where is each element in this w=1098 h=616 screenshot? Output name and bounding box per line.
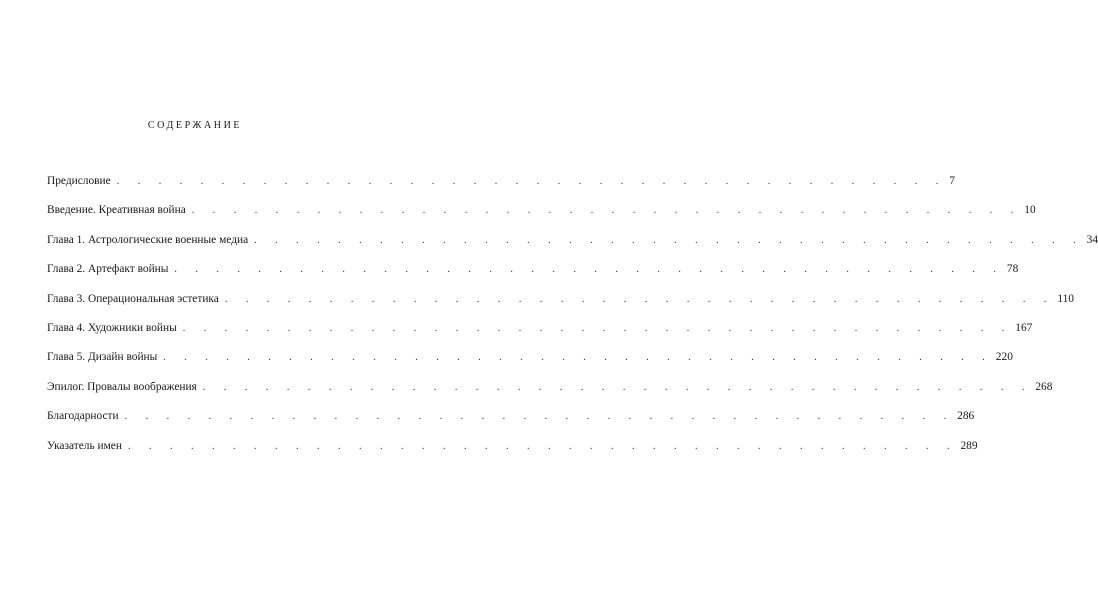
toc-page-number: 167	[1015, 321, 1033, 334]
toc-dot-leader: . . . . . . . . . . . . . . . . . . . . . . . . . . . . . . . . . . . . . . . .	[202, 381, 1033, 393]
toc-dot-leader: . . . . . . . . . . . . . . . . . . . . . . . . . . . . . . . . . . . . . . . .	[174, 264, 1004, 276]
toc-entry-title: Указатель имен	[47, 439, 122, 452]
toc-heading	[0, 117, 390, 133]
toc-dot-leader: . . . . . . . . . . . . . . . . . . . . . . . . . . . . . . . . . . . . . . . .	[182, 322, 1013, 334]
toc-entry	[47, 409, 975, 438]
toc-entry	[47, 233, 1098, 262]
toc-entry-title: Эпилог. Провалы воображения	[47, 380, 197, 393]
toc-page-number: 7	[949, 175, 955, 187]
toc-dot-leader: . . . . . . . . . . . . . . . . . . . . . . . . . . . . . . . . . . . . . . . .	[127, 440, 958, 452]
toc-entry	[47, 321, 1033, 350]
toc-page-number: 10	[1024, 204, 1036, 217]
toc-entry-title: Введение. Креативная война	[47, 204, 186, 217]
toc-entry-title: Глава 5. Дизайн войны	[47, 351, 158, 364]
toc-entry-title: Благодарности	[47, 410, 119, 423]
toc-page-number: 286	[957, 410, 975, 423]
toc-page-number: 78	[1006, 263, 1019, 276]
toc-entry	[47, 203, 1036, 232]
toc-entry-title: Глава 2. Артефакт войны	[47, 263, 169, 276]
toc-entry	[47, 174, 955, 203]
toc-dot-leader: . . . . . . . . . . . . . . . . . . . . . . . . . . . . . . . . . . . . . . . .	[124, 411, 955, 423]
toc-page-number: 289	[960, 439, 978, 452]
toc-entry-title: Предисловие	[47, 175, 111, 187]
toc-entry	[47, 350, 1013, 379]
toc-dot-leader: . . . . . . . . . . . . . . . . . . . . . . . . . . . . . . . . . . . . . . . .	[191, 205, 1022, 217]
toc-entry	[47, 292, 1075, 321]
toc-dot-leader: . . . . . . . . . . . . . . . . . . . . . . . . . . . . . . . . . . . . . . . .	[116, 176, 947, 187]
toc-entry-title: Глава 4. Художники войны	[47, 321, 177, 334]
toc-page-number: 268	[1035, 380, 1053, 393]
toc-entry	[47, 380, 1053, 409]
toc-heading-text: содержание	[147, 117, 243, 132]
toc-page-number: 110	[1057, 292, 1075, 305]
toc-entry	[47, 439, 978, 468]
toc-dot-leader: . . . . . . . . . . . . . . . . . . . . . . . . . . . . . . . . . . . . . . . .	[254, 234, 1084, 246]
toc-page-number: 220	[995, 351, 1013, 364]
toc-list	[47, 174, 1098, 468]
toc-entry	[47, 262, 1019, 291]
toc-entry-title: Глава 3. Операциональная эстетика	[47, 292, 219, 305]
toc-dot-leader: . . . . . . . . . . . . . . . . . . . . . . . . . . . . . . . . . . . . . . . .	[224, 293, 1055, 305]
toc-entry-title: Глава 1. Астрологические военные медиа	[47, 233, 249, 246]
toc-page-number: 34	[1086, 233, 1098, 246]
toc-dot-leader: . . . . . . . . . . . . . . . . . . . . . . . . . . . . . . . . . . . . . . . .	[163, 352, 993, 364]
